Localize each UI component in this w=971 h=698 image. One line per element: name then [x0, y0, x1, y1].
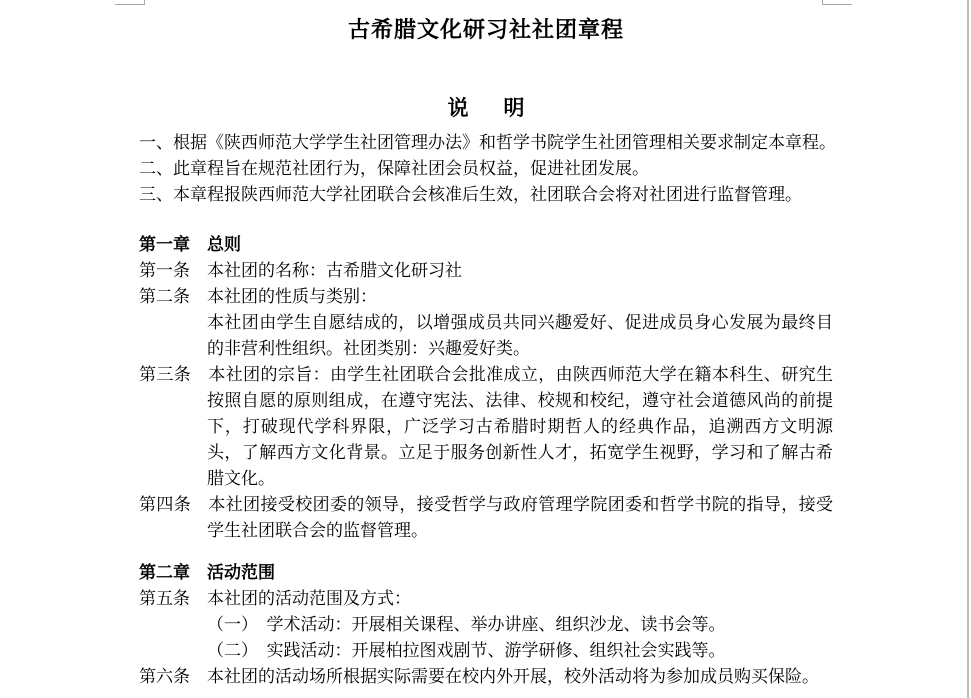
article-paragraph: 第五条 本社团的活动范围及方式： [139, 589, 411, 608]
article-paragraph: 第二条 本社团的性质与类别： [139, 287, 377, 306]
sub-item: （一） 学术活动：开展相关课程、举办讲座、组织沙龙、读书会等。 [207, 615, 726, 634]
preface-notes [139, 130, 836, 208]
chapter-heading: 第二章 活动范围 [139, 563, 275, 582]
document-page[interactable] [139, 0, 836, 690]
document-title: 古希腊文化研习社社团章程 [347, 17, 624, 42]
page-right-edge [967, 0, 969, 698]
article-paragraph: 第三条 本社团的宗旨：由学生社团联合会批准成立，由陕西师范大学在籍本科生、研究生按照自愿的原则组成，在遵守宪法、法律、校规和校纪，遵守社会道德风尚的前提下，打破现代学科界限，广泛学习古希腊时期哲人的经典作品，追溯西方文明源头，了解西方文化背景。立足于服务创新性人才，拓宽学生视野，学习和了解古希腊文化。 [139, 365, 833, 488]
sub-item: （二） 实践活动：开展柏拉图戏剧节、游学研修、组织社会实践等。 [207, 641, 726, 660]
article-continuation-paragraph: 本社团由学生自愿结成的，以增强成员共同兴趣爱好、促进成员身心发展为最终目的非营利性组织。社团类别：兴趣爱好类。 [207, 313, 833, 358]
article-paragraph: 第六条 本社团的活动场所根据实际需要在校内外开展，校外活动将为参加成员购买保险。 [139, 667, 819, 686]
preface-note: 一、根据《陕西师范大学学生社团管理办法》和哲学书院学生社团管理相关要求制定本章程。 [139, 133, 836, 152]
preface-note: 三、本章程报陕西师范大学社团联合会核准后生效，社团联合会将对社团进行监督管理。 [139, 185, 802, 204]
charter-body [139, 232, 833, 690]
article-paragraph: 第一条 本社团的名称：古希腊文化研习社 [139, 261, 462, 280]
chapter-heading: 第一章 总则 [139, 235, 241, 254]
preface-note: 二、此章程旨在规范社团行为，保障社团会员权益，促进社团发展。 [139, 159, 649, 178]
subtitle-shuoming: 说 明 [447, 96, 532, 120]
article-paragraph: 第四条 本社团接受校团委的领导，接受哲学与政府管理学院团委和哲学书院的指导，接受学生社团联合会的监督管理。 [139, 495, 833, 540]
